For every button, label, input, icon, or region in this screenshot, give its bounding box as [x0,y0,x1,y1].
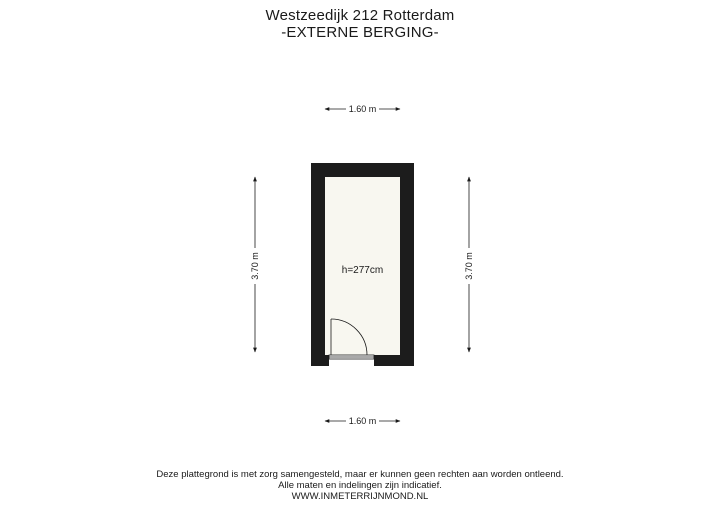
dimension-bottom-label: 1.60 m [348,416,377,426]
wall-right [400,163,414,366]
dimension-top-label: 1.60 m [348,104,377,114]
indicative-note: Alle maten en indelingen zijn indicatief. [278,480,442,491]
dimension-right [464,177,474,352]
wall-left [311,163,325,366]
website-link[interactable]: WWW.INMETERRIJNMOND.NL [291,491,429,502]
dimension-right-label: 3.70 m [464,252,474,280]
disclaimer-text: Deze plattegrond is met zorg samengesteld, maar er kunnen geen rechten aan worden ontleend. [156,469,564,480]
room-subtitle: -EXTERNE BERGING- [281,24,439,41]
dimension-top [325,104,400,114]
dimension-left-label: 3.70 m [250,252,260,280]
plan-footer [0,469,720,502]
wall-bottom-left [311,355,329,366]
room-height-label: h=277cm [341,265,384,276]
wall-top [311,163,414,177]
address-title: Westzeedijk 212 Rotterdam [265,7,455,24]
wall-bottom-right [374,355,414,366]
dimension-bottom [325,416,400,426]
door-sill [329,355,374,359]
dimension-left [250,177,260,352]
